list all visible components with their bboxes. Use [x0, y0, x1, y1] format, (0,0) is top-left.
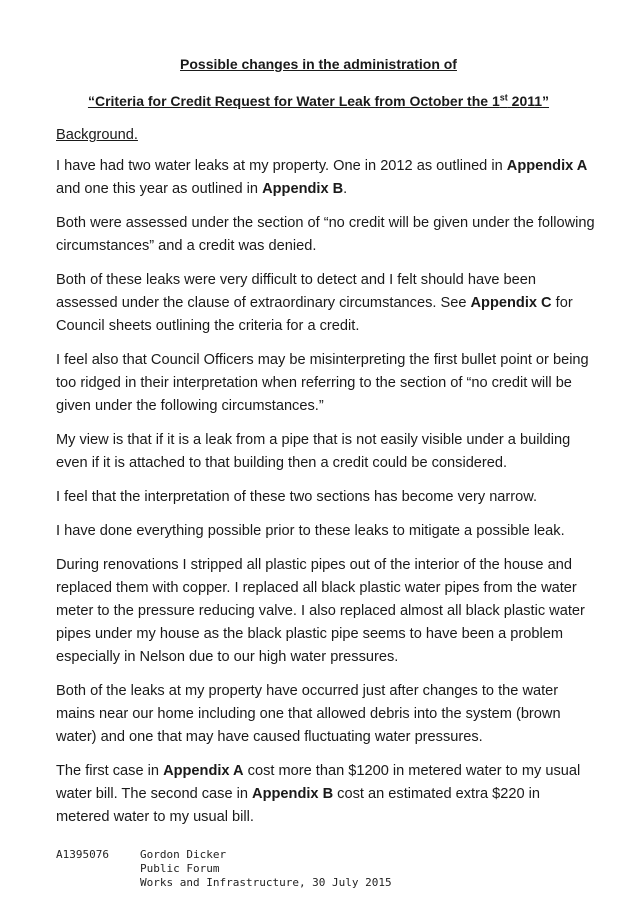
footer-forum: Public Forum: [140, 862, 220, 875]
paragraph-1: [56, 155, 596, 201]
paragraph-7: I have done everything possible prior to these leaks to mitigate a possible leak.: [56, 523, 565, 539]
document-footer: [56, 848, 392, 890]
appendix-b-ref-2: Appendix B: [252, 786, 334, 802]
paragraph-6: I feel that the interpretation of these two sections has become very narrow.: [56, 489, 538, 505]
appendix-c-ref: Appendix C: [470, 295, 552, 311]
paragraph-9: Both of the leaks at my property have occurred just after changes to the water mains near our home including one that allowed debris into the system (brown water) and one that may have caused fluctuating water pressures.: [56, 683, 561, 745]
p1-text-e: .: [343, 181, 348, 197]
document-reference: A1395076: [56, 848, 109, 861]
subtitle-year: 2011”: [507, 93, 550, 109]
appendix-b-ref: Appendix B: [262, 181, 344, 197]
p3-text-a: Both of these leaks were very difficult to detect and I felt should have been assessed under the clause of extraordinary circumstances. See: [56, 272, 536, 311]
appendix-a-ref: Appendix A: [506, 158, 588, 174]
footer-details: [140, 848, 392, 890]
background-label: Background.: [56, 127, 138, 143]
title-line-1: Possible changes in the administration of: [180, 56, 457, 72]
subtitle-superscript: st: [499, 92, 508, 103]
paragraph-10: [56, 760, 596, 829]
document-subtitle: [0, 93, 637, 109]
document-body: [56, 124, 596, 840]
p10-text-c: cost more than $1200 in metered water to my usual water bill. The second case in: [56, 763, 581, 802]
paragraph-4: I feel also that Council Officers may be misinterpreting the first bullet point or being too ridged in their interpretation when referring to the section of “no credit will be given under the following circumstances.”: [56, 352, 589, 414]
p10-text-a: The first case in: [56, 763, 164, 779]
p1-text-a: I have had two water leaks at my property. One in 2012 as outlined in: [56, 158, 507, 174]
p1-text-c: and one this year as outlined in: [56, 181, 263, 197]
p10-text-e: cost an estimated extra $220 in metered water to my usual bill.: [56, 786, 540, 825]
subtitle-text: “Criteria for Credit Request for Water Leak from October the 1: [87, 93, 500, 109]
paragraph-2: Both were assessed under the section of “no credit will be given under the following circumstances” and a credit was denied.: [56, 215, 595, 254]
footer-author: Gordon Dicker: [140, 848, 227, 861]
paragraph-8: During renovations I stripped all plastic pipes out of the interior of the house and replaced them with copper. I replaced all black plastic water pipes from the water meter to the pressure reducing valve. I also replaced almost all black plastic water pipes under my house as the black plastic pipe seems to have been a problem especially in Nelson due to our high water pressures.: [56, 557, 585, 665]
paragraph-3: [56, 269, 596, 338]
document-title: [0, 56, 637, 72]
p3-text-c: for Council sheets outlining the criteria for a credit.: [56, 295, 573, 334]
paragraph-5: My view is that if it is a leak from a pipe that is not easily visible under a building even if it is attached to that building then a credit could be considered.: [56, 432, 571, 471]
footer-meeting: Works and Infrastructure, 30 July 2015: [140, 876, 392, 889]
appendix-a-ref-2: Appendix A: [163, 763, 244, 779]
